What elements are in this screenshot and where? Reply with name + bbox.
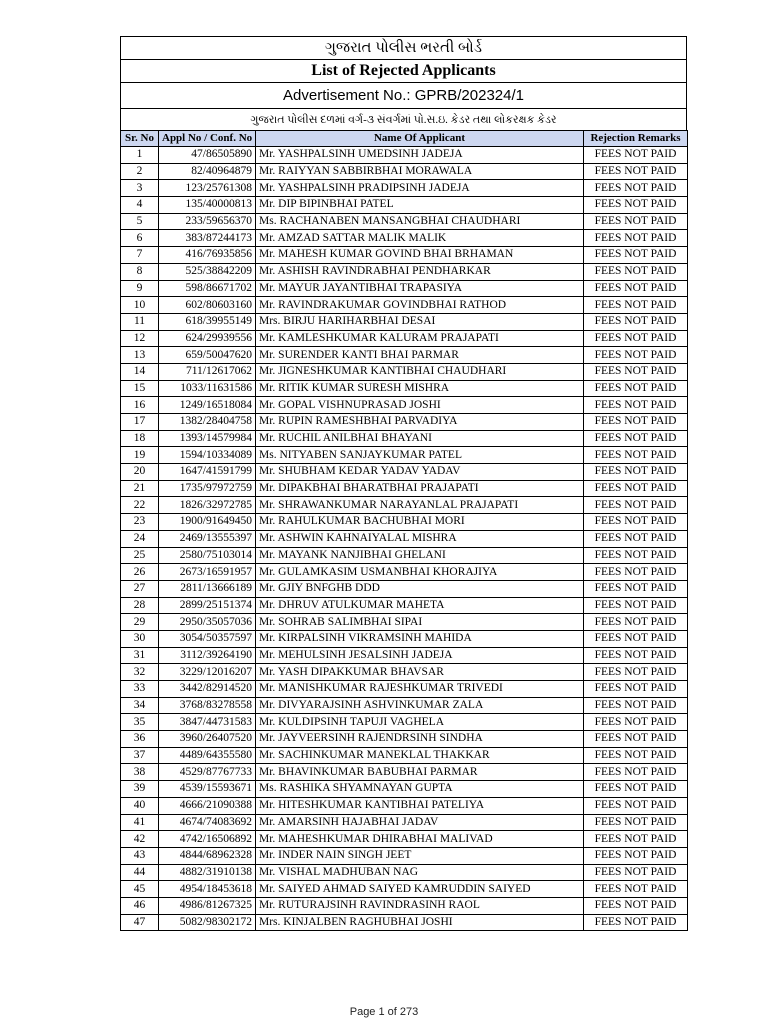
applicant-name-cell: Mr. INDER NAIN SINGH JEET: [256, 847, 584, 864]
rejection-remark-cell: FEES NOT PAID: [584, 313, 688, 330]
applicant-name-cell: Mr. RUTURAJSINH RAVINDRASINH RAOL: [256, 897, 584, 914]
table-row: [121, 313, 688, 330]
list-title: List of Rejected Applicants: [120, 59, 687, 82]
table-row: [121, 564, 688, 581]
applicant-name-cell: Mr. MAYANK NANJIBHAI GHELANI: [256, 547, 584, 564]
sr-no-cell: 4: [121, 197, 159, 214]
rejection-remark-cell: FEES NOT PAID: [584, 514, 688, 531]
table-row: [121, 397, 688, 414]
applicant-name-cell: Mr. RUPIN RAMESHBHAI PARVADIYA: [256, 414, 584, 431]
table-row: [121, 897, 688, 914]
appl-no-cell: 4844/68962328: [159, 847, 256, 864]
applicant-name-cell: Mr. JIGNESHKUMAR KANTIBHAI CHAUDHARI: [256, 363, 584, 380]
sr-no-cell: 41: [121, 814, 159, 831]
appl-no-cell: 233/59656370: [159, 213, 256, 230]
applicant-name-cell: Mr. JAYVEERSINH RAJENDRSINH SINDHA: [256, 731, 584, 748]
applicant-name-cell: Mr. KULDIPSINH TAPUJI VAGHELA: [256, 714, 584, 731]
applicant-name-cell: Mr. DHRUV ATULKUMAR MAHETA: [256, 597, 584, 614]
table-row: [121, 847, 688, 864]
rejection-remark-cell: FEES NOT PAID: [584, 380, 688, 397]
org-title: ગુજરાત પોલીસ ભરતી બોર્ડ: [120, 36, 687, 59]
table-row: [121, 430, 688, 447]
applicant-name-cell: Mr. GOPAL VISHNUPRASAD JOSHI: [256, 397, 584, 414]
applicant-name-cell: Mr. BHAVINKUMAR BABUBHAI PARMAR: [256, 764, 584, 781]
rejection-remark-cell: FEES NOT PAID: [584, 564, 688, 581]
sr-no-cell: 47: [121, 914, 159, 931]
sr-no-cell: 42: [121, 831, 159, 848]
applicant-name-cell: Mr. SAIYED AHMAD SAIYED KAMRUDDIN SAIYED: [256, 881, 584, 898]
table-row: [121, 447, 688, 464]
sr-no-cell: 7: [121, 247, 159, 264]
applicant-name-cell: Mr. RAIYYAN SABBIRBHAI MORAWALA: [256, 163, 584, 180]
appl-no-cell: 602/80603160: [159, 297, 256, 314]
applicant-name-cell: Mr. ASHWIN KAHNAIYALAL MISHRA: [256, 530, 584, 547]
rejection-remark-cell: FEES NOT PAID: [584, 881, 688, 898]
table-row: [121, 647, 688, 664]
table-row: [121, 147, 688, 164]
rejection-remark-cell: FEES NOT PAID: [584, 764, 688, 781]
sr-no-cell: 32: [121, 664, 159, 681]
table-row: [121, 731, 688, 748]
applicant-name-cell: Mr. HITESHKUMAR KANTIBHAI PATELIYA: [256, 797, 584, 814]
table-body: [121, 147, 688, 931]
applicant-name-cell: Mr. DIVYARAJSINH ASHVINKUMAR ZALA: [256, 697, 584, 714]
table-row: [121, 263, 688, 280]
table-row: [121, 363, 688, 380]
rejection-remark-cell: FEES NOT PAID: [584, 414, 688, 431]
appl-no-cell: 618/39955149: [159, 313, 256, 330]
appl-no-cell: 4674/74083692: [159, 814, 256, 831]
applicant-name-cell: Mr. KIRPALSINH VIKRAMSINH MAHIDA: [256, 630, 584, 647]
sr-no-cell: 38: [121, 764, 159, 781]
applicant-name-cell: Mr. GULAMKASIM USMANBHAI KHORAJIYA: [256, 564, 584, 581]
applicant-name-cell: Mr. RITIK KUMAR SURESH MISHRA: [256, 380, 584, 397]
sr-no-cell: 36: [121, 731, 159, 748]
appl-no-cell: 4882/31910138: [159, 864, 256, 881]
sr-no-cell: 29: [121, 614, 159, 631]
appl-no-cell: 1647/41591799: [159, 464, 256, 481]
table-row: [121, 547, 688, 564]
sr-no-cell: 3: [121, 180, 159, 197]
applicant-name-cell: Mr. SACHINKUMAR MANEKLAL THAKKAR: [256, 747, 584, 764]
table-row: [121, 814, 688, 831]
rejection-remark-cell: FEES NOT PAID: [584, 297, 688, 314]
appl-no-cell: 2899/25151374: [159, 597, 256, 614]
rejection-remark-cell: FEES NOT PAID: [584, 330, 688, 347]
appl-no-cell: 3847/44731583: [159, 714, 256, 731]
rejection-remark-cell: FEES NOT PAID: [584, 497, 688, 514]
appl-no-cell: 47/86505890: [159, 147, 256, 164]
rejection-remark-cell: FEES NOT PAID: [584, 897, 688, 914]
sr-no-cell: 46: [121, 897, 159, 914]
advertisement-number: Advertisement No.: GPRB/202324/1: [120, 82, 687, 108]
sr-no-cell: 45: [121, 881, 159, 898]
sr-no-cell: 25: [121, 547, 159, 564]
applicant-name-cell: Mr. YASH DIPAKKUMAR BHAVSAR: [256, 664, 584, 681]
sr-no-cell: 2: [121, 163, 159, 180]
sr-no-cell: 24: [121, 530, 159, 547]
rejection-remark-cell: FEES NOT PAID: [584, 430, 688, 447]
appl-no-cell: 4986/81267325: [159, 897, 256, 914]
column-header-name: Name Of Applicant: [256, 131, 584, 147]
rejection-remark-cell: FEES NOT PAID: [584, 747, 688, 764]
sr-no-cell: 19: [121, 447, 159, 464]
table-row: [121, 497, 688, 514]
rejection-remark-cell: FEES NOT PAID: [584, 197, 688, 214]
appl-no-cell: 4742/16506892: [159, 831, 256, 848]
applicant-name-cell: Mr. KAMLESHKUMAR KALURAM PRAJAPATI: [256, 330, 584, 347]
appl-no-cell: 1900/91649450: [159, 514, 256, 531]
rejection-remark-cell: FEES NOT PAID: [584, 914, 688, 931]
applicant-name-cell: Mr. DIP BIPINBHAI PATEL: [256, 197, 584, 214]
table-row: [121, 330, 688, 347]
applicant-name-cell: Mr. ASHISH RAVINDRABHAI PENDHARKAR: [256, 263, 584, 280]
applicant-name-cell: Mr. RUCHIL ANILBHAI BHAYANI: [256, 430, 584, 447]
rejection-remark-cell: FEES NOT PAID: [584, 781, 688, 798]
rejection-remark-cell: FEES NOT PAID: [584, 480, 688, 497]
sr-no-cell: 8: [121, 263, 159, 280]
rejection-remark-cell: FEES NOT PAID: [584, 681, 688, 698]
sr-no-cell: 20: [121, 464, 159, 481]
appl-no-cell: 1249/16518084: [159, 397, 256, 414]
applicant-name-cell: Mr. YASHPALSINH UMEDSINH JADEJA: [256, 147, 584, 164]
table-row: [121, 764, 688, 781]
table-row: [121, 781, 688, 798]
table-row: [121, 464, 688, 481]
table-row: [121, 797, 688, 814]
table-row: [121, 914, 688, 931]
appl-no-cell: 1033/11631586: [159, 380, 256, 397]
appl-no-cell: 624/29939556: [159, 330, 256, 347]
applicant-name-cell: Mrs. KINJALBEN RAGHUBHAI JOSHI: [256, 914, 584, 931]
page-number: Page 1 of 273: [349, 1006, 419, 1018]
applicant-name-cell: Mr. SOHRAB SALIMBHAI SIPAI: [256, 614, 584, 631]
rejection-remark-cell: FEES NOT PAID: [584, 647, 688, 664]
sr-no-cell: 37: [121, 747, 159, 764]
sr-no-cell: 10: [121, 297, 159, 314]
table-row: [121, 480, 688, 497]
rejection-remark-cell: FEES NOT PAID: [584, 814, 688, 831]
sr-no-cell: 22: [121, 497, 159, 514]
rejection-remark-cell: FEES NOT PAID: [584, 213, 688, 230]
sr-no-cell: 14: [121, 363, 159, 380]
sr-no-cell: 18: [121, 430, 159, 447]
cadre-title: ગુજરાત પોલીસ દળમાં વર્ગ-૩ સંવર્ગમાં પો.સ.ઇ. કેડર તથા લોકરક્ષક કેડર: [120, 108, 687, 130]
table-row: [121, 831, 688, 848]
appl-no-cell: 4666/21090388: [159, 797, 256, 814]
applicant-name-cell: Mr. MEHULSINH JESALSINH JADEJA: [256, 647, 584, 664]
applicant-name-cell: Mr. MAYUR JAYANTIBHAI TRAPASIYA: [256, 280, 584, 297]
sr-no-cell: 16: [121, 397, 159, 414]
applicant-name-cell: Mr. SHUBHAM KEDAR YADAV YADAV: [256, 464, 584, 481]
rejection-remark-cell: FEES NOT PAID: [584, 530, 688, 547]
rejection-remark-cell: FEES NOT PAID: [584, 664, 688, 681]
applicant-name-cell: Ms. NITYABEN SANJAYKUMAR PATEL: [256, 447, 584, 464]
applicant-name-cell: Mr. DIPAKBHAI BHARATBHAI PRAJAPATI: [256, 480, 584, 497]
appl-no-cell: 3442/82914520: [159, 681, 256, 698]
table-row: [121, 213, 688, 230]
table-row: [121, 881, 688, 898]
rejected-applicants-table: [120, 130, 688, 931]
appl-no-cell: 3229/12016207: [159, 664, 256, 681]
table-header-row: [121, 131, 688, 147]
table-row: [121, 414, 688, 431]
table-row: [121, 864, 688, 881]
rejection-remark-cell: FEES NOT PAID: [584, 180, 688, 197]
rejection-remark-cell: FEES NOT PAID: [584, 797, 688, 814]
appl-no-cell: 711/12617062: [159, 363, 256, 380]
rejection-remark-cell: FEES NOT PAID: [584, 697, 688, 714]
sr-no-cell: 43: [121, 847, 159, 864]
rejection-remark-cell: FEES NOT PAID: [584, 247, 688, 264]
appl-no-cell: 1382/28404758: [159, 414, 256, 431]
appl-no-cell: 1826/32972785: [159, 497, 256, 514]
rejection-remark-cell: FEES NOT PAID: [584, 347, 688, 364]
table-row: [121, 597, 688, 614]
document-sheet: [120, 36, 687, 931]
applicant-name-cell: Mr. AMARSINH HAJABHAI JADAV: [256, 814, 584, 831]
appl-no-cell: 123/25761308: [159, 180, 256, 197]
sr-no-cell: 39: [121, 781, 159, 798]
sr-no-cell: 27: [121, 580, 159, 597]
table-row: [121, 197, 688, 214]
table-row: [121, 747, 688, 764]
rejection-remark-cell: FEES NOT PAID: [584, 597, 688, 614]
column-header-appl-no: Appl No / Conf. No: [159, 131, 256, 147]
table-row: [121, 630, 688, 647]
sr-no-cell: 17: [121, 414, 159, 431]
sr-no-cell: 11: [121, 313, 159, 330]
table-row: [121, 714, 688, 731]
applicant-name-cell: Mr. GJIY BNFGHB DDD: [256, 580, 584, 597]
sr-no-cell: 1: [121, 147, 159, 164]
appl-no-cell: 2469/13555397: [159, 530, 256, 547]
rejection-remark-cell: FEES NOT PAID: [584, 831, 688, 848]
rejection-remark-cell: FEES NOT PAID: [584, 163, 688, 180]
table-row: [121, 664, 688, 681]
appl-no-cell: 4539/15593671: [159, 781, 256, 798]
rejection-remark-cell: FEES NOT PAID: [584, 363, 688, 380]
rejection-remark-cell: FEES NOT PAID: [584, 397, 688, 414]
appl-no-cell: 383/87244173: [159, 230, 256, 247]
applicant-name-cell: Mrs. BIRJU HARIHARBHAI DESAI: [256, 313, 584, 330]
sr-no-cell: 30: [121, 630, 159, 647]
appl-no-cell: 82/40964879: [159, 163, 256, 180]
appl-no-cell: 659/50047620: [159, 347, 256, 364]
sr-no-cell: 23: [121, 514, 159, 531]
sr-no-cell: 40: [121, 797, 159, 814]
appl-no-cell: 525/38842209: [159, 263, 256, 280]
sr-no-cell: 9: [121, 280, 159, 297]
rejection-remark-cell: FEES NOT PAID: [584, 447, 688, 464]
appl-no-cell: 2673/16591957: [159, 564, 256, 581]
appl-no-cell: 3112/39264190: [159, 647, 256, 664]
table-row: [121, 347, 688, 364]
appl-no-cell: 1735/97972759: [159, 480, 256, 497]
applicant-name-cell: Mr. SHRAWANKUMAR NARAYANLAL PRAJAPATI: [256, 497, 584, 514]
rejection-remark-cell: FEES NOT PAID: [584, 731, 688, 748]
table-row: [121, 280, 688, 297]
table-row: [121, 297, 688, 314]
rejection-remark-cell: FEES NOT PAID: [584, 614, 688, 631]
rejection-remark-cell: FEES NOT PAID: [584, 464, 688, 481]
sr-no-cell: 5: [121, 213, 159, 230]
rejection-remark-cell: FEES NOT PAID: [584, 547, 688, 564]
sr-no-cell: 26: [121, 564, 159, 581]
appl-no-cell: 4489/64355580: [159, 747, 256, 764]
rejection-remark-cell: FEES NOT PAID: [584, 147, 688, 164]
table-row: [121, 697, 688, 714]
sr-no-cell: 44: [121, 864, 159, 881]
table-row: [121, 163, 688, 180]
applicant-name-cell: Mr. MANISHKUMAR RAJESHKUMAR TRIVEDI: [256, 681, 584, 698]
sr-no-cell: 33: [121, 681, 159, 698]
column-header-remarks: Rejection Remarks: [584, 131, 688, 147]
applicant-name-cell: Mr. SURENDER KANTI BHAI PARMAR: [256, 347, 584, 364]
appl-no-cell: 135/40000813: [159, 197, 256, 214]
rejection-remark-cell: FEES NOT PAID: [584, 714, 688, 731]
appl-no-cell: 2811/13666189: [159, 580, 256, 597]
column-header-sr-no: Sr. No: [121, 131, 159, 147]
appl-no-cell: 4954/18453618: [159, 881, 256, 898]
rejection-remark-cell: FEES NOT PAID: [584, 630, 688, 647]
applicant-name-cell: Ms. RACHANABEN MANSANGBHAI CHAUDHARI: [256, 213, 584, 230]
appl-no-cell: 4529/87767733: [159, 764, 256, 781]
applicant-name-cell: Mr. MAHESH KUMAR GOVIND BHAI BRHAMAN: [256, 247, 584, 264]
sr-no-cell: 34: [121, 697, 159, 714]
applicant-name-cell: Mr. YASHPALSINH PRADIPSINH JADEJA: [256, 180, 584, 197]
table-row: [121, 230, 688, 247]
appl-no-cell: 5082/98302172: [159, 914, 256, 931]
sr-no-cell: 13: [121, 347, 159, 364]
rejection-remark-cell: FEES NOT PAID: [584, 230, 688, 247]
appl-no-cell: 3054/50357597: [159, 630, 256, 647]
table-row: [121, 580, 688, 597]
rejection-remark-cell: FEES NOT PAID: [584, 280, 688, 297]
table-row: [121, 247, 688, 264]
sr-no-cell: 12: [121, 330, 159, 347]
applicant-name-cell: Mr. AMZAD SATTAR MALIK MALIK: [256, 230, 584, 247]
appl-no-cell: 3768/83278558: [159, 697, 256, 714]
sr-no-cell: 21: [121, 480, 159, 497]
table-row: [121, 681, 688, 698]
appl-no-cell: 3960/26407520: [159, 731, 256, 748]
sr-no-cell: 6: [121, 230, 159, 247]
sr-no-cell: 31: [121, 647, 159, 664]
applicant-name-cell: Mr. RAHULKUMAR BACHUBHAI MORI: [256, 514, 584, 531]
rejection-remark-cell: FEES NOT PAID: [584, 847, 688, 864]
table-row: [121, 530, 688, 547]
sr-no-cell: 28: [121, 597, 159, 614]
rejection-remark-cell: FEES NOT PAID: [584, 864, 688, 881]
table-row: [121, 614, 688, 631]
table-row: [121, 380, 688, 397]
appl-no-cell: 598/86671702: [159, 280, 256, 297]
appl-no-cell: 2580/75103014: [159, 547, 256, 564]
rejection-remark-cell: FEES NOT PAID: [584, 263, 688, 280]
rejection-remark-cell: FEES NOT PAID: [584, 580, 688, 597]
applicant-name-cell: Mr. VISHAL MADHUBAN NAG: [256, 864, 584, 881]
applicant-name-cell: Mr. MAHESHKUMAR DHIRABHAI MALIVAD: [256, 831, 584, 848]
applicant-name-cell: Mr. RAVINDRAKUMAR GOVINDBHAI RATHOD: [256, 297, 584, 314]
sr-no-cell: 15: [121, 380, 159, 397]
table-row: [121, 514, 688, 531]
table-row: [121, 180, 688, 197]
appl-no-cell: 2950/35057036: [159, 614, 256, 631]
appl-no-cell: 1594/10334089: [159, 447, 256, 464]
applicant-name-cell: Ms. RASHIKA SHYAMNAYAN GUPTA: [256, 781, 584, 798]
appl-no-cell: 416/76935856: [159, 247, 256, 264]
sr-no-cell: 35: [121, 714, 159, 731]
appl-no-cell: 1393/14579984: [159, 430, 256, 447]
